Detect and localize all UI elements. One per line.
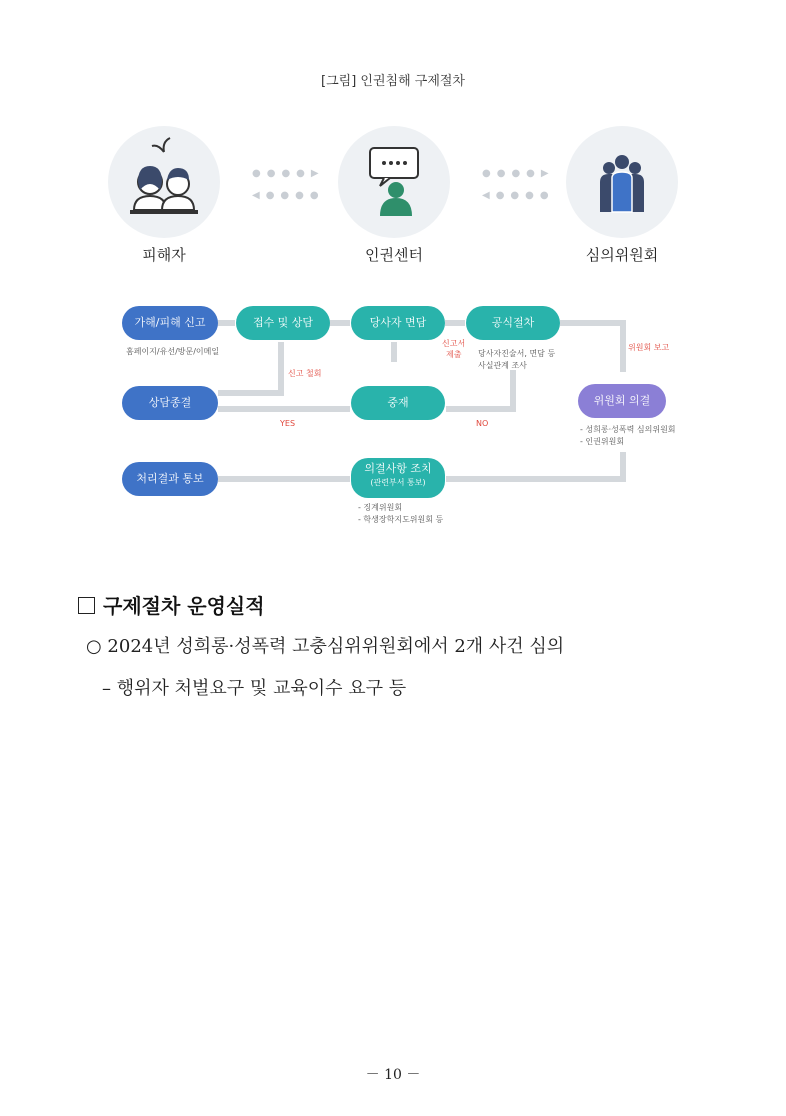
arrow-connector — [278, 342, 284, 394]
checkbox-square-icon — [78, 597, 95, 614]
action-note: - 학생장학지도위원회 등 — [358, 515, 444, 524]
group-icon — [566, 126, 678, 238]
committee-type: - 인권위원회 — [580, 437, 625, 446]
committee-type: - 성희롱·성폭력 심의위원회 — [580, 425, 676, 434]
dash-item: – 행위자 처벌요구 및 교육이수 요구 등 — [102, 678, 407, 699]
center-label: 인권센터 — [365, 246, 423, 264]
no-label: NO — [476, 419, 489, 428]
report-channels: 홈페이지/유선/방문/이메일 — [126, 347, 220, 356]
action-note: - 징계위원회 — [358, 503, 403, 512]
page-number: － 10 － — [365, 1067, 421, 1083]
submit-report-note: 제출 — [446, 350, 462, 359]
arrow-connector — [445, 320, 465, 326]
consult-end-step: 상담종결 — [122, 386, 218, 420]
committee-label: 심의위원회 — [585, 246, 659, 264]
committee-node — [566, 126, 678, 265]
victim-label: 피해자 — [142, 246, 186, 264]
dots-arrow-left: ◀●●●● — [482, 190, 555, 201]
victims-icon — [108, 126, 220, 238]
bullet-item: ○ 2024년 성희롱·성폭력 고충심위위원회에서 2개 사건 심의 — [86, 636, 565, 657]
arrow-connector — [620, 320, 626, 372]
committee-resolution-step: 위원회 의결 — [578, 384, 666, 418]
arrow-connector — [218, 476, 350, 482]
dots-arrow-right: ●●●●▶ — [482, 168, 555, 179]
yes-label: YES — [280, 419, 296, 428]
section-heading — [78, 590, 265, 619]
action-sublabel: (관련부서 통보) — [370, 478, 426, 487]
action-label: 의결사항 조치 — [364, 462, 432, 475]
consult-step: 접수 및 상담 — [236, 306, 330, 340]
dots-arrow-left: ◀●●●● — [252, 190, 325, 201]
victim-node — [108, 126, 220, 265]
interview-step: 당사자 면담 — [351, 306, 445, 340]
arrow-connector — [218, 390, 284, 396]
committee-report-note: 위원회 보고 — [628, 343, 670, 352]
arrow-connector — [328, 320, 350, 326]
mediation-step: 중재 — [351, 386, 445, 420]
report-withdraw-note: 신고 철회 — [288, 369, 322, 378]
remedy-procedure-figure — [100, 120, 690, 540]
formal-detail: 사실관계 조사 — [478, 361, 527, 370]
counselor-icon — [338, 126, 450, 238]
notify-step: 처리결과 통보 — [122, 462, 218, 496]
arrow-connector — [560, 320, 622, 326]
arrow-connector — [510, 370, 516, 412]
center-node — [338, 126, 450, 265]
report-step: 가해/피해 신고 — [122, 306, 218, 340]
arrow-connector — [446, 406, 512, 412]
arrow-connector — [391, 342, 397, 362]
formal-step: 공식절차 — [466, 306, 560, 340]
submit-report-note: 신고서 — [442, 339, 466, 348]
section-title-text: 구제절차 운영실적 — [103, 594, 265, 618]
arrow-connector — [446, 476, 626, 482]
action-step — [351, 458, 445, 498]
dots-arrow-right: ●●●●▶ — [252, 168, 325, 179]
figure-caption: [그림] 인권침해 구제절차 — [321, 74, 465, 89]
formal-detail: 당사자진술서, 면담 등 — [478, 349, 556, 358]
arrow-connector — [218, 406, 350, 412]
